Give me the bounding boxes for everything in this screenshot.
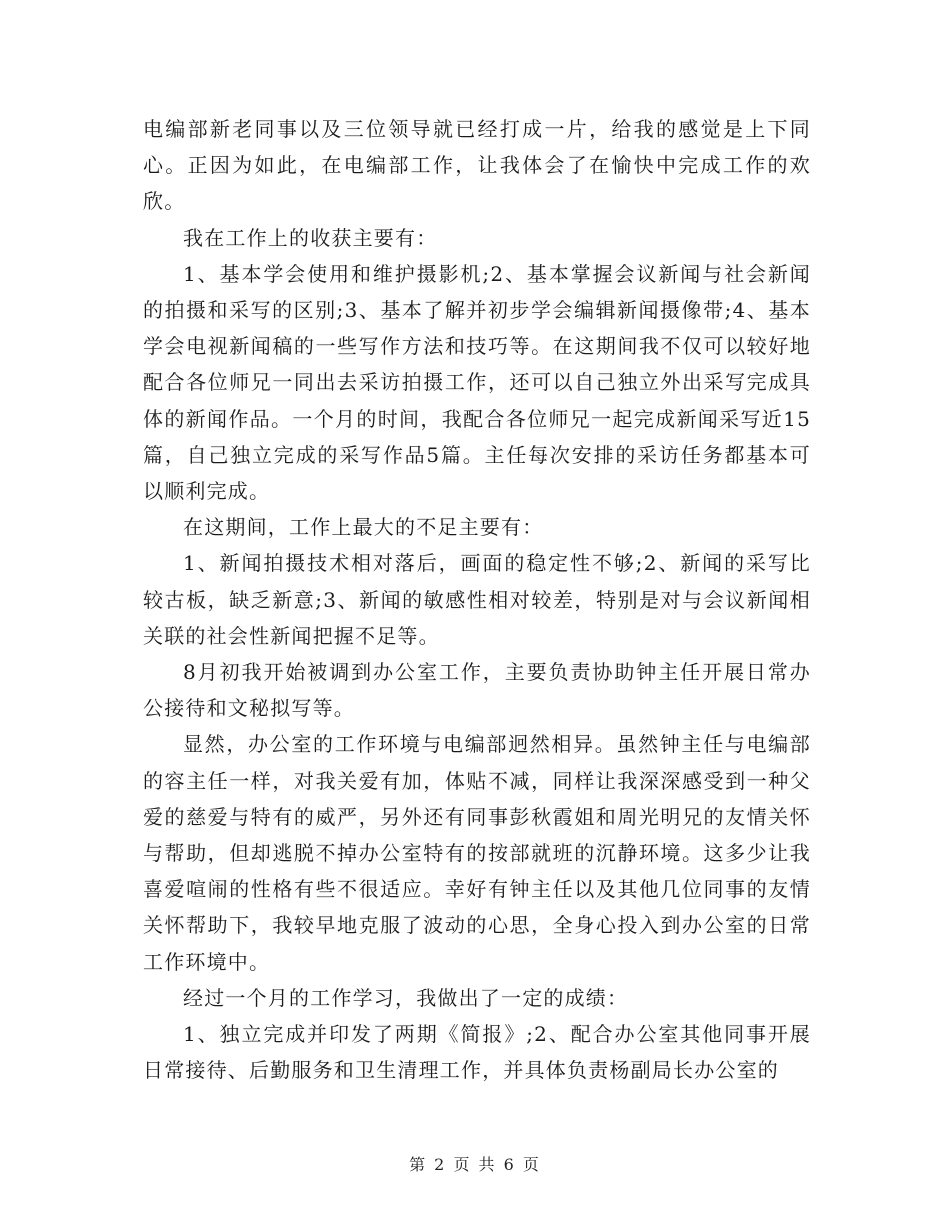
paragraph-gains-heading: 我在工作上的收获主要有： — [183, 225, 438, 250]
paragraph-office-transfer: 8月初我开始被调到办公室工作，主要负责协助钟主任开展日常办公接待和文秘拟写等。 — [143, 660, 811, 721]
paragraph-achievements-heading: 经过一个月的工作学习，我做出了一定的成绩： — [183, 985, 629, 1010]
document-body — [143, 111, 811, 1088]
paragraph-gains-list: 1、基本学会使用和维护摄影机;2、基本掌握会议新闻与社会新闻的拍摄和采写的区别;3、基本了解并初步学会编辑新闻摄像带;4、基本学会电视新闻稿的一些写作方法和技巧等。在这期间我不仅可以较好地配合各位师兄一同出去采访拍摄工作，还可以自己独立外出采写完成具体的新闻作品。一个月的时间，我配合各位师兄一起完成新闻采写近15篇，自己独立完成的采写作品5篇。主任每次安排的采访任务都基本可以顺利完成。 — [143, 261, 811, 504]
paragraph-continued: 电编部新老同事以及三位领导就已经打成一片，给我的感觉是上下同心。正因为如此，在电编部工作，让我体会了在愉快中完成工作的欢欣。 — [143, 117, 811, 214]
page-number-footer: 第 2 页 共 6 页 — [409, 1155, 541, 1174]
paragraph-office-environment: 显然，办公室的工作环境与电编部迥然相异。虽然钟主任与电编部的容主任一样，对我关爱有加，体贴不减，同样让我深深感受到一种父爱的慈爱与特有的威严，另外还有同事彭秋霞姐和周光明兄的友情关怀与帮助，但却逃脱不掉办公室特有的按部就班的沉静环境。这多少让我喜爱喧闹的性格有些不很适应。幸好有钟主任以及其他几位同事的友情关怀帮助下，我较早地克服了波动的心思，全身心投入到办公室的日常工作环境中。 — [143, 732, 811, 974]
paragraph-achievements-list: 1、独立完成并印发了两期《简报》;2、配合办公室其他同事开展日常接待、后勤服务和卫生清理工作，并具体负责杨副局长办公室的 — [143, 1022, 811, 1083]
paragraph-shortcomings-list: 1、新闻拍摄技术相对落后，画面的稳定性不够;2、新闻的采写比较古板，缺乏新意;3、新闻的敏感性相对较差，特别是对与会议新闻相关联的社会性新闻把握不足等。 — [143, 551, 811, 648]
paragraph-shortcomings-heading: 在这期间，工作上最大的不足主要有： — [183, 515, 544, 540]
